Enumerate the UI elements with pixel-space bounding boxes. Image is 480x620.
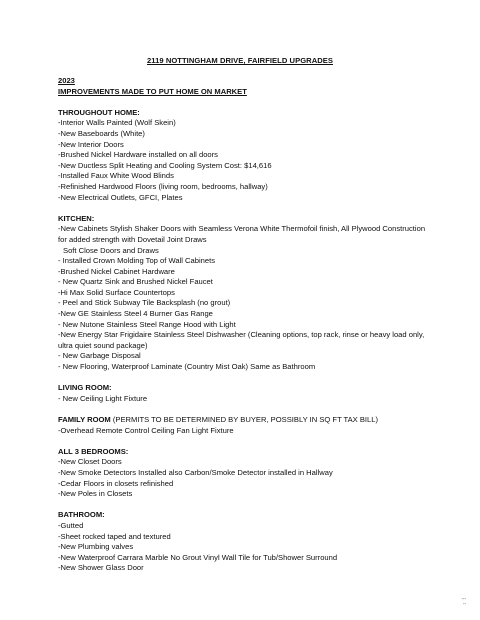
- list-item: -New Baseboards (White): [58, 128, 145, 138]
- spacer: [58, 436, 430, 447]
- list-item: -Refinished Hardwood Floors (living room, bedrooms, hallway): [58, 181, 268, 191]
- list-item: -Cedar Floors in closets refinished: [58, 478, 174, 488]
- section-heading-family: FAMILY ROOM: [58, 415, 111, 424]
- spacer: [58, 203, 430, 214]
- list-item: -Hi Max Solid Surface Countertops: [58, 287, 175, 297]
- list-item: - New Nutone Stainless Steel Range Hood with Light: [58, 319, 236, 329]
- list-item: - New Garbage Disposal: [58, 351, 141, 361]
- list-item: - Peel and Stick Subway Tile Backsplash (no grout): [58, 298, 231, 308]
- list-item: -New Poles in Closets: [58, 489, 133, 499]
- document-body: [58, 76, 430, 574]
- list-item: - Installed Crown Molding Top of Wall Cabinets: [58, 256, 216, 266]
- subtitle-heading: IMPROVEMENTS MADE TO PUT HOME ON MARKET: [58, 86, 247, 96]
- spacer: [58, 404, 430, 415]
- spacer: [58, 97, 430, 108]
- list-item: -New Electrical Outlets, GFCI, Plates: [58, 192, 183, 202]
- list-item: - New Ceiling Light Fixture: [58, 393, 148, 403]
- list-item: Soft Close Doors and Draws: [63, 245, 159, 255]
- list-item: -New Energy Star Frigidaire Stainless Steel Dishwasher (Cleaning options, top rack, rinse or heavy load only, ultra quiet sound package): [58, 330, 425, 350]
- section-heading-bathroom: BATHROOM:: [58, 510, 105, 520]
- section-heading-bedrooms: ALL 3 BEDROOMS:: [58, 446, 129, 456]
- list-item: -Sheet rocked taped and textured: [58, 531, 171, 541]
- list-item: -New Cabinets Stylish Shaker Doors with Seamless Verona White Thermofoil finish, All Plywood Construction for added strength with Dovetail Joint Draws: [58, 224, 426, 244]
- year-heading: 2023: [58, 76, 75, 85]
- list-item: -Gutted: [58, 520, 84, 530]
- list-item: - New Quartz Sink and Brushed Nickel Faucet: [58, 277, 213, 287]
- list-item: -Interior Walls Painted (Wolf Skein): [58, 118, 176, 128]
- list-item: -Overhead Remote Control Ceiling Fan Light Fixture: [58, 425, 234, 435]
- spacer: [58, 500, 430, 511]
- list-item: -New GE Stainless Steel 4 Burner Gas Range: [58, 309, 213, 319]
- list-item: -New Closet Doors: [58, 457, 122, 467]
- section-heading-living: LIVING ROOM:: [58, 383, 112, 393]
- family-room-note: (PERMITS TO BE DETERMINED BY BUYER, POSSIBLY IN SQ FT TAX BILL): [110, 415, 379, 424]
- section-heading-family-row: [58, 415, 430, 426]
- list-item: -Installed Faux White Wood Blinds: [58, 171, 174, 181]
- list-item: -New Plumbing valves: [58, 542, 134, 552]
- list-item: -Brushed Nickel Cabinet Hardware: [58, 266, 175, 276]
- section-heading-throughout: THROUGHOUT HOME:: [58, 107, 140, 117]
- list-item: - New Flooring, Waterproof Laminate (Country Mist Oak) Same as Bathroom: [58, 362, 316, 372]
- list-item: -New Smoke Detectors Installed also Carbon/Smoke Detector installed in Hallway: [58, 467, 333, 477]
- list-item: -New Shower Glass Door: [58, 563, 144, 573]
- watermark-logo: ▪▪▪ ▪▪: [461, 596, 466, 606]
- list-item: -New Interior Doors: [58, 139, 124, 149]
- list-item: -Brushed Nickel Hardware installed on all doors: [58, 150, 218, 160]
- section-heading-kitchen: KITCHEN:: [58, 213, 95, 223]
- spacer: [58, 373, 430, 384]
- list-item: -New Waterproof Carrara Marble No Grout Vinyl Wall Tile for Tub/Shower Surround: [58, 552, 338, 562]
- list-item: -New Ductless Split Heating and Cooling System Cost: $14,616: [58, 160, 272, 170]
- document-title: 2119 NOTTINGHAM DRIVE, FAIRFIELD UPGRADES: [146, 56, 333, 65]
